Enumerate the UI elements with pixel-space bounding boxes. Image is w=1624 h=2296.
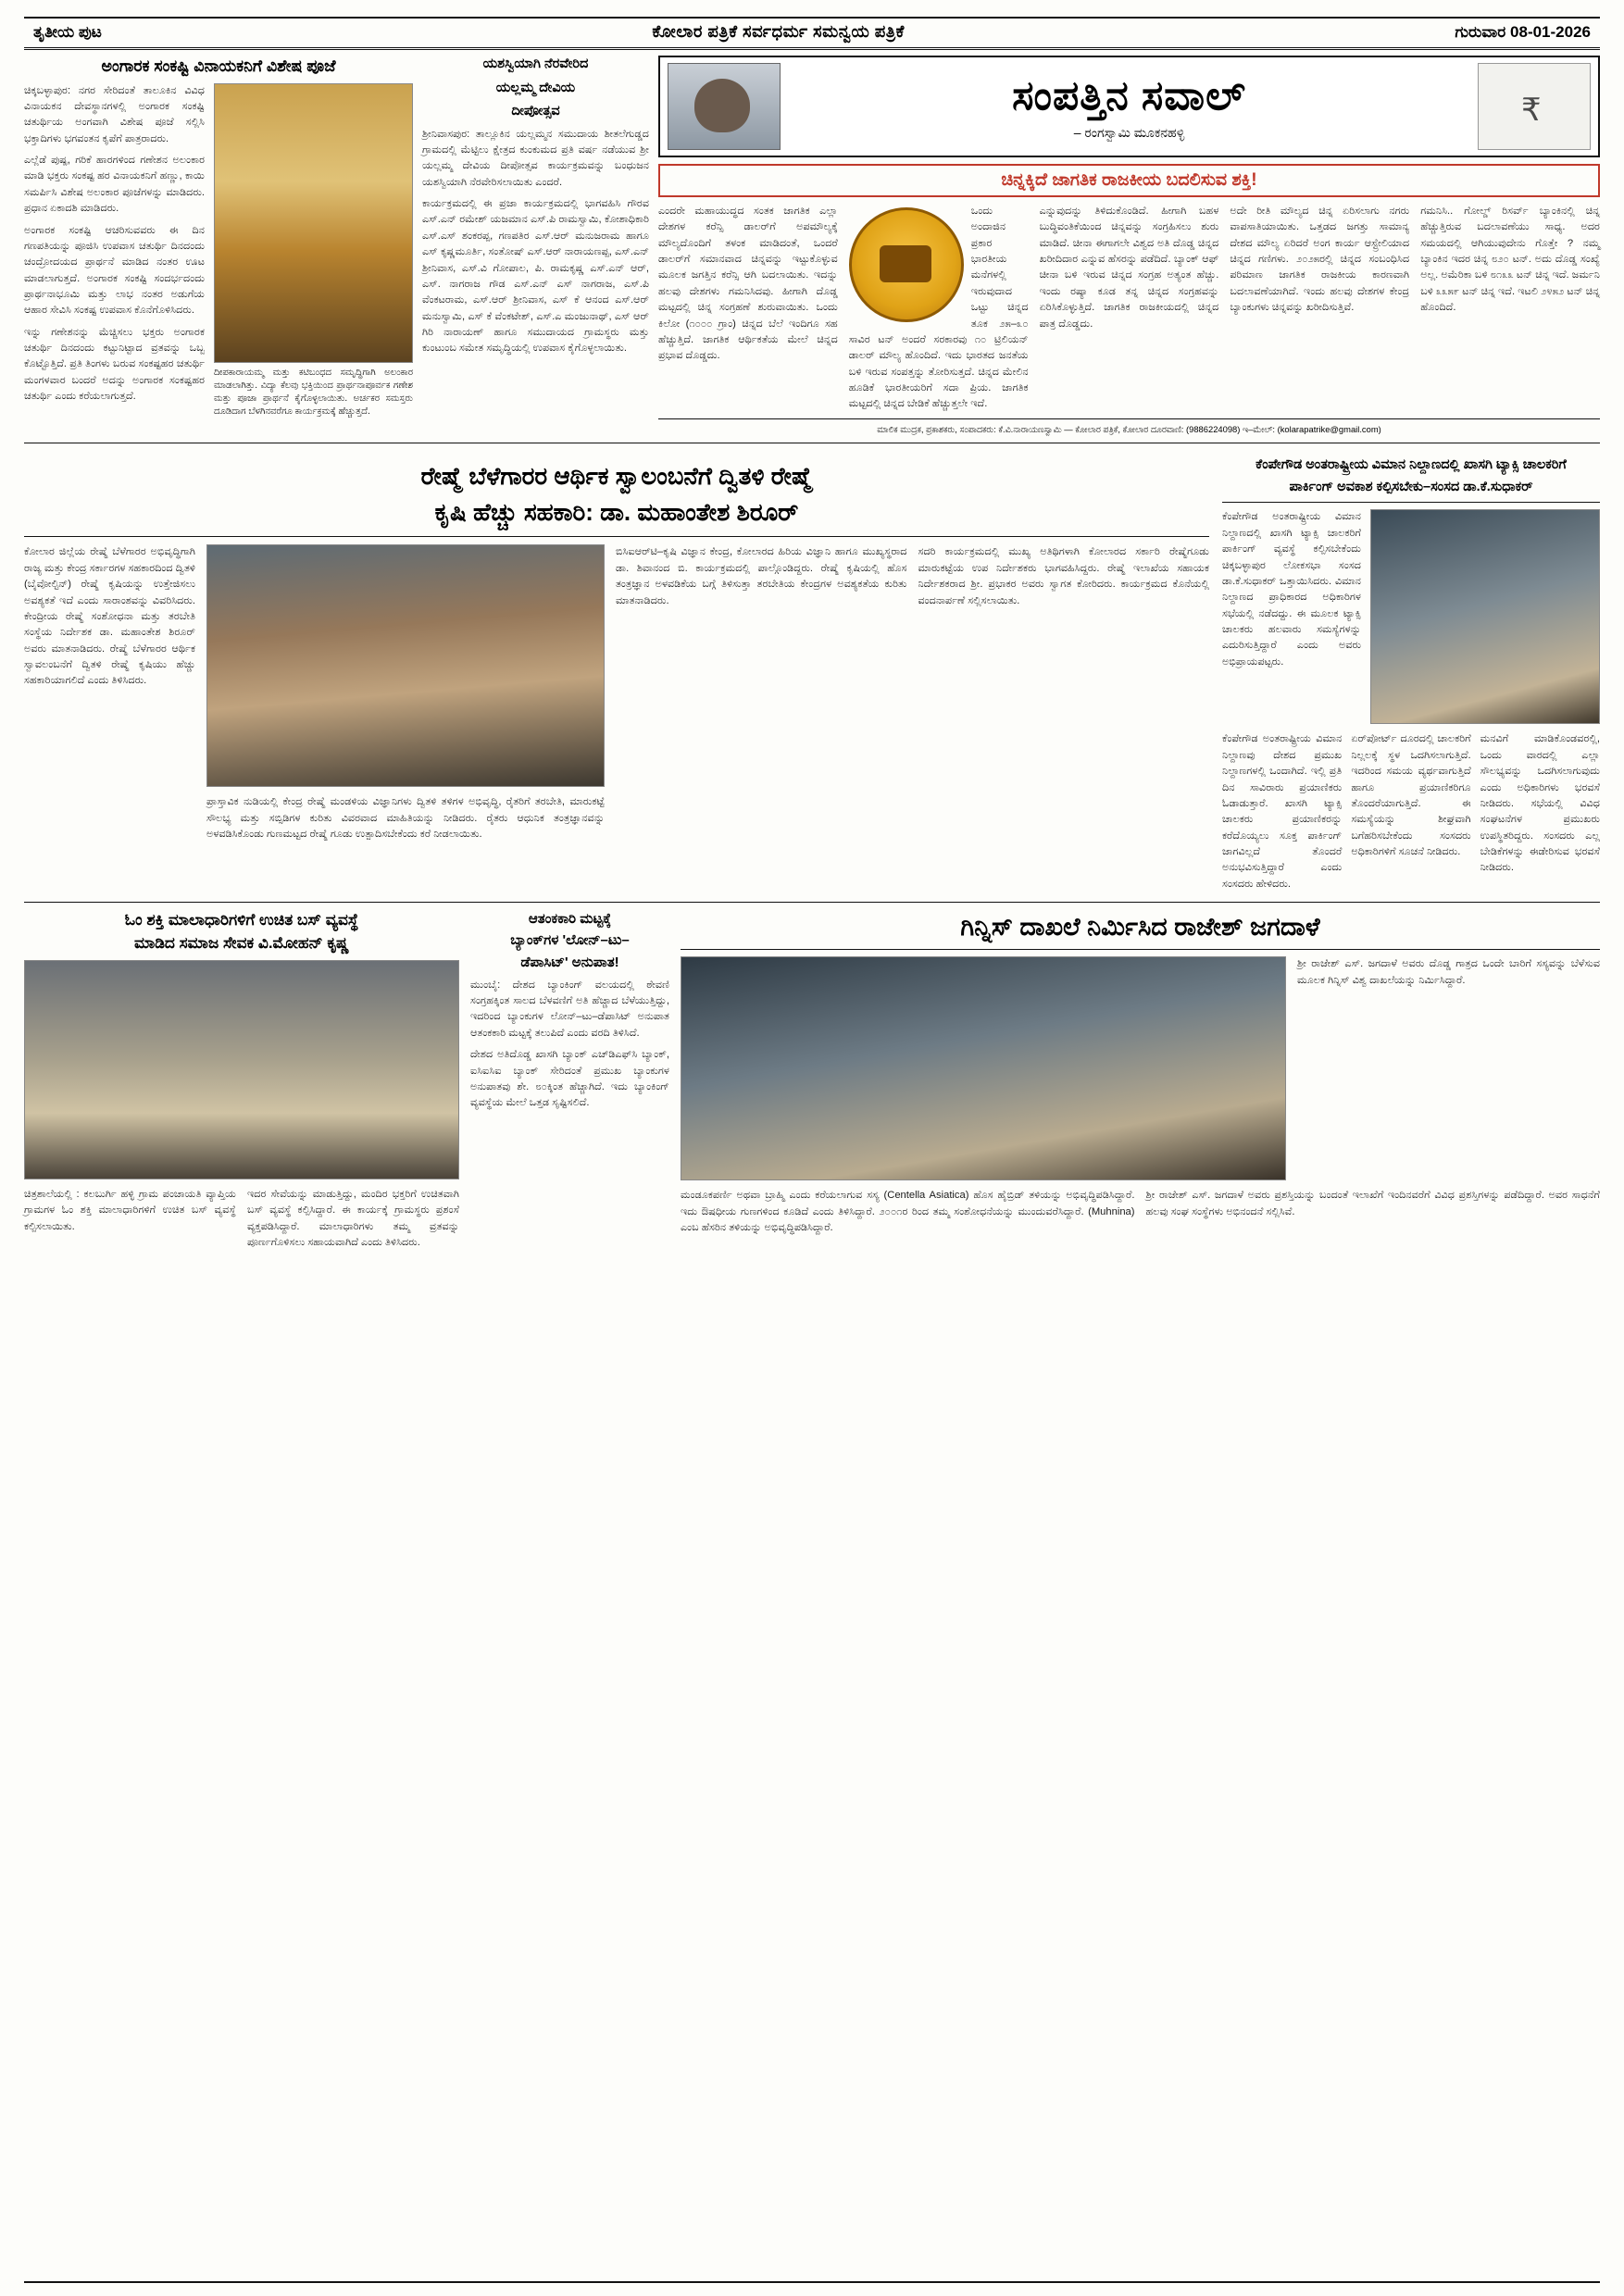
saval-col-5: ಗಮನಿಸಿ.. ಗೋಲ್ಡ್ ರಿಸರ್ವ್ ಬ್ಯಾಂಕಿನಲ್ಲಿ ಚಿನ್ನ ಹೆಚ್ಚುತ್ತಿರುವ ಬದಲಾವಣೆಯು ಸಾಧ್ಯ. ಅದರ ಸಮಯದಲ್ಲಿ ಆಗಿಯುವುದೇನು ಗೊತ್ತೇ ? ನಮ್ಮ ಬ್ಯಾಂಕಿನ ಇದರ ಚಿನ್ನ ೮೨೦ ಟನ್. ಅದು ದೊಡ್ಡ ಸಂಖ್ಯೆ ಅಲ್ಲ. ಅಮೆರಿಕಾ ಬಳಿ ೮೧೩೩ ಟನ್ ಚಿನ್ನ ಇದೆ. ಜರ್ಮನಿ ಬಳಿ ೩೩೫೯ ಟನ್ ಚಿನ್ನ ಇದೆ. ಇಟಲಿ ೨೪೫೨ ಟನ್ ಚಿನ್ನ ಹೊಂದಿದೆ. — [1420, 206, 1600, 314]
masthead-page-label: ತೃತೀಯ ಪುಟ — [33, 22, 102, 41]
article-ganesha-p4: ಇನ್ನು ಗಣೇಶನನ್ನು ಮೆಚ್ಚಿಸಲು ಭಕ್ತರು ಅಂಗಾರಕ ಚತುರ್ಥಿ ದಿನದಂದು ಕಟ್ಟುನಿಟ್ಟಾದ ವ್ರತವನ್ನು ಒಬ್ಬ ಕೊಟ್ಟೊತ್ತಿದೆ. ಪ್ರತಿ ತಿಂಗಳು ಬರುವ ಸಂಕಷ್ಟಹರ ಚತುರ್ಥಿ ಮಂಗಳವಾರ ಬಂದರೆ ಅದನ್ನು ಅಂಗಾರಕ ಸಂಕಷ್ಟಹರ ಚತುರ್ಥಿ ಎಂದು ಕರೆಯಲಾಗುತ್ತದೆ. — [24, 326, 205, 403]
photo-guinness-felicitation — [681, 956, 1286, 1180]
photo-silk-lamp-lighting — [206, 544, 605, 787]
article-silk-title-2: ಕೃಷಿ ಹೆಚ್ಚು ಸಹಕಾರಿ: ಡಾ. ಮಹಾಂತೇಶ ಶಿರೂರ್ — [434, 498, 799, 527]
divider-silk — [24, 536, 1209, 537]
photo-bus-devotees — [24, 960, 459, 1179]
photo-ganesha-idol — [214, 83, 413, 363]
article-airport-title-2: ಪಾರ್ಕಿಂಗ್ ಅವಕಾಶ ಕಲ್ಪಿಸಬೇಕು–ಸಂಸದ ಡಾ.ಕೆ.ಸುಧಾಕರ್ — [1289, 479, 1533, 494]
article-guinness-col-3: ಶ್ರೀ ರಾಜೇಶ್ ಎಸ್. ಜಗದಾಳೆ ಅವರು ಪ್ರಶಸ್ತಿಯನ್ನು ಬಂದಂತೆ ಇಲಾಖೆಗೆ ಇಂದಿನವರೆಗೆ ವಿವಿಧ ಪ್ರಶಸ್ತಿಗಳನ್ನು ಪಡೆದಿದ್ದಾರೆ. ಅವರ ಸಾಧನೆಗೆ ಹಲವು ಸಂಘ ಸಂಸ್ಥೆಗಳು ಅಭಿನಂದನೆ ಸಲ್ಲಿಸಿವೆ. — [1145, 1190, 1600, 1217]
article-silk-col-1: ಕೋಲಾರ ಜಿಲ್ಲೆಯ ರೇಷ್ಮೆ ಬೆಳೆಗಾರರ ಅಭಿವೃದ್ಧಿಗಾಗಿ ರಾಜ್ಯ ಮತ್ತು ಕೇಂದ್ರ ಸರ್ಕಾರಗಳ ಸಹಕಾರದಿಂದ ದ್ವಿತಳಿ (ಬೈವೋಲ್ಟಿನ್) ರೇಷ್ಮೆ ಕೃಷಿಯನ್ನು ಉತ್ತೇಜಿಸಲು ಅವಶ್ಯಕತೆ ಇದೆ ಎಂದು ಸಾರಾಂಶವನ್ನು ವಿವರಿಸಿದರು. ಕೇಂದ್ರೀಯ ರೇಷ್ಮೆ ಸಂಶೋಧನಾ ಮತ್ತು ತರಬೇತಿ ಸಂಸ್ಥೆಯ ನಿರ್ದೇಶಕ ಡಾ. ಮಹಾಂತೇಶ ಶಿರೂರ್ ಅವರು ಮಾತನಾಡಿದರು. ರೇಷ್ಮೆ ಬೆಳೆಗಾರರ ಆರ್ಥಿಕ ಸ್ವಾವಲಂಬನೆಗೆ ದ್ವಿತಳಿ ರೇಷ್ಮೆ ಕೃಷಿಯು ಹೆಚ್ಚು ಸಹಕಾರಿಯಾಗಲಿದೆ ಎಂದು ತಿಳಿಸಿದರು. — [24, 546, 195, 687]
article-yallamma-p2: ಕಾರ್ಯಕ್ರಮದಲ್ಲಿ ಈ ಪ್ರಜಾ ಕಾರ್ಯಕ್ರಮದಲ್ಲಿ ಭಾಗವಹಿಸಿ ಗೌರವ ಎಸ್.ಎನ್ ರಮೇಶ್ ಯಜಮಾನ ಎಸ್.ಪಿ ರಾಮಸ್ವಾಮಿ, ಕೋಶಾಧಿಕಾರಿ ಎಸ್.ಎಸ್ ಶಂಕರಪ್ಪ, ಗಣಪತಿರ ಎಸ್.ಆರ್ ಮನುಜರಾಮ ಹಾಗೂ ಎಸ್ ಕೃಷ್ಣಮೂರ್ತಿ, ಸಂತೋಷ್ ಎಸ್.ಆರ್ ನಾರಾಯಣಪ್ಪ, ಎಸ್.ಎನ್ ಶ್ರೀನಿವಾಸ, ಎಸ್.ವಿ ಗೋಪಾಲ, ಪಿ. ರಾಮಕೃಷ್ಣ ಎಸ್.ಎನ್ ಆರ್, ಎಸ್. ನಾಗರಾಜ ಗೌಡ ಎಸ್.ಎನ್ ಎಸ್ ನಾಗರಾಜ, ಎಸ್.ಪಿ ವೆಂಕಟರಾಮ, ಎಸ್.ಆರ್ ಶ್ರೀನಿವಾಸ, ಎಸ್ ಕೆ ಆನಂದ ಎಸ್.ಆರ್ ಮನುಸ್ವಾಮಿ, ಎಸ್ ಕೆ ವೆಂಕಟೇಶ್, ಎಸ್.ಎ ಮಂಜುನಾಥ್, ಎಸ್ ಆರ್ ಗಿರಿ ನಾರಾಯಣ್ ಹಾಗೂ ಸಮುದಾಯದ ಗ್ರಾಮಸ್ಥರು ಮತ್ತು ಕುಂಟುಂಬ ಸಮೇತ ಸಮೃದ್ಧಿಯಲ್ಲಿ ಉಪವಾಸ ಕೈಗೊಳ್ಳಲಾಯಿತು. — [422, 198, 649, 355]
masthead-day: ಗುರುವಾರ — [1455, 22, 1506, 41]
article-bus — [24, 910, 459, 1251]
page-bottom-rule — [24, 2281, 1600, 2283]
bottom-section — [24, 910, 1600, 1251]
gold-coin-logo-icon — [849, 207, 964, 322]
article-silk-col-3: ಬಿಸಿಐಆರ್‌ಟಿ–ಕೃಷಿ ವಿಜ್ಞಾನ ಕೇಂದ್ರ, ಕೋಲಾರದ ಹಿರಿಯ ವಿಜ್ಞಾನಿ ಹಾಗೂ ಮುಖ್ಯಸ್ಥರಾದ ಡಾ. ಶಿವಾನಂದ ಬಿ. ಕಾರ್ಯಕ್ರಮದಲ್ಲಿ ಪಾಲ್ಗೊಂಡಿದ್ದರು. ರೇಷ್ಮೆ ಕೃಷಿಯಲ್ಲಿ ಹೊಸ ತಂತ್ರಜ್ಞಾನ ಅಳವಡಿಕೆಯ ಬಗ್ಗೆ ತಿಳಿಸುತ್ತಾ ತರಬೇತಿಯ ಕೇಂದ್ರಗಳ ಅವಶ್ಯಕತೆಯ ಕುರಿತು ಮಾತನಾಡಿದರು. — [616, 546, 907, 606]
article-silk-title-1: ರೇಷ್ಮೆ ಬೆಳೆಗಾರರ ಆರ್ಥಿಕ ಸ್ವಾಲಂಬನೆಗೆ ದ್ವಿತಳಿ ರೇಷ್ಮೆ — [420, 462, 813, 491]
article-bus-col-1: ಇದರ ಸೇವೆಯನ್ನು ಮಾಡುತ್ತಿದ್ದು, ಮಂದಿರ ಭಕ್ತರಿಗೆ ಉಚಿತವಾಗಿ ಬಸ್ ವ್ಯವಸ್ಥೆ ಕಲ್ಪಿಸಿದ್ದಾರೆ. ಈ ಕಾರ್ಯಕ್ಕೆ ಗ್ರಾಮಸ್ಥರು ಪ್ರಶಂಸೆ ವ್ಯಕ್ತಪಡಿಸಿದ್ದಾರೆ. ಮಾಲಾಧಾರಿಗಳು ತಮ್ಮ ವ್ರತವನ್ನು ಪೂರ್ಣಗೊಳಿಸಲು ಸಹಾಯವಾಗಿದೆ ಎಂದು ತಿಳಿಸಿದರು. — [247, 1188, 459, 1248]
saval-col-3: ಎನ್ನುವುದನ್ನು ತಿಳಿದುಕೊಂಡಿದೆ. ಹೀಗಾಗಿ ಬಹಳ ಬುದ್ಧಿವಂತಿಕೆಯಿಂದ ಚಿನ್ನವನ್ನು ಸಂಗ್ರಹಿಸಲು ಶುರು ಮಾಡಿದೆ. ಚೀನಾ ಈಗಾಗಲೇ ವಿಶ್ವದ ಅತಿ ದೊಡ್ಡ ಚಿನ್ನದ ಖರೀದಿದಾರ ಎನ್ನುವ ಹೆಸರನ್ನು ಪಡೆದಿದೆ. ಬ್ಯಾಂಕ್ ಆಫ್ ಚೀನಾ ಬಳಿ ಇರುವ ಚಿನ್ನದ ಸಂಗ್ರಹ ಅತ್ಯಂತ ಹೆಚ್ಚು. ಇಂದು ರಷ್ಯಾ ಕೂಡ ತನ್ನ ಚಿನ್ನದ ಸಂಗ್ರಹವನ್ನು ಏರಿಸಿಕೊಳ್ಳುತ್ತಿದೆ. ಜಾಗತಿಕ ರಾಜಕೀಯದಲ್ಲಿ ಚಿನ್ನದ ಪಾತ್ರ ದೊಡ್ಡದು. — [1039, 206, 1219, 330]
article-yallamma-title-2: ಯಲ್ಲಮ್ಮ ದೇವಿಯ — [495, 80, 576, 95]
article-yallamma — [422, 56, 649, 435]
saval-banner — [658, 56, 1600, 157]
publisher-footnote: ಮಾಲಿಕ ಮುದ್ರಕ, ಪ್ರಕಾಶಕರು, ಸಂಪಾದಕರು: ಕೆ.ವಿ.ನಾರಾಯಣಸ್ವಾಮಿ — ಕೋಲಾರ ಪತ್ರಿಕೆ, ಕೋಲಾರ ದೂರವಾಣಿ: (9886224098) ಇ–ಮೇಲ್: (kolarapatrike@gmail.com) — [658, 418, 1600, 436]
saval-col-4: ಅದೇ ರೀತಿ ಮೌಲ್ಯದ ಚಿನ್ನ ಏರಿಸಲಾಗು ನಗರು ವಾಪಸಾತಿಯಾಯಿತು. ಒತ್ತಡದ ಜಗತ್ತು ಸಾಮಾನ್ಯ ದೇಶದ ಮೌಲ್ಯ ಏರಿದರೆ ಅಂಗ ಕಾರ್ಯ ಆಸ್ಟ್ರೇಲಿಯಾದ ಚಿನ್ನದ ಗಣಿಗಳು. ೨೦೨೫ರಲ್ಲಿ ಚಿನ್ನದ ಸಂಬಂಧಿಸಿದ ಪರಿಮಾಣ ಜಾಗತಿಕ ರಾಜಕೀಯ ಕಾರಣವಾಗಿ ಬದಲಾವಣೆಯಾಗಿದೆ. ಇಂದು ಹಲವು ದೇಶಗಳ ಕೇಂದ್ರ ಬ್ಯಾಂಕುಗಳು ಚಿನ್ನವನ್ನು ಖರೀದಿಸುತ್ತಿವೆ. — [1230, 206, 1410, 314]
article-ganesha-title: ಅಂಗಾರಕ ಸಂಕಷ್ಟಿ ವಿನಾಯಕನಿಗೆ ವಿಶೇಷ ಪೂಜೆ — [101, 56, 336, 75]
article-ganesha-p2: ಎಲ್ಲೆಡೆ ಪುಷ್ಪ, ಗರಿಕೆ ಹಾರಗಳಿಂದ ಗಣೇಶನ ಅಲಂಕಾರ ಮಾಡಿ ಭಕ್ತರು ಸಂಕಷ್ಟ ಹರ ವಿನಾಯಕನಿಗೆ ಹಣ್ಣು, ಕಾಯಿ ಸಮರ್ಪಿಸಿ ವಿಶೇಷ ಅಲಂಕಾರ ಪೂಜೆಗಳನ್ನು ಮಾಡಿದರು. ಪ್ರಧಾನ ಏಕಾದಶಿ ಮಾಡಿದರು. — [24, 155, 205, 215]
article-yallamma-title-3: ದೀಪೋತ್ಸವ — [511, 104, 560, 119]
masthead-date — [1455, 23, 1591, 42]
money-plant-icon — [1478, 63, 1591, 150]
photo-airport-meeting — [1370, 509, 1600, 724]
article-yallamma-p1: ಶ್ರೀನಿವಾಸಪುರ: ತಾಲ್ಲೂಕಿನ ಯಲ್ಲಮ್ಮನ ಸಮುದಾಯ ಶೀತಲೆಗುಡ್ಡದ ಗ್ರಾಮದಲ್ಲಿ ಮೆಟ್ಟಿಲು ಕ್ಷೇತ್ರದ ಕುಂಕುಮದ ಪ್ರತಿ ವರ್ಷ ನಡೆಯುವ ಶ್ರೀ ಯಲ್ಲಮ್ಮ ದೇವಿಯ ದೀಪೋತ್ಸವ ಕಾರ್ಯಕ್ರಮವನ್ನು ಬಂಧುಜನ ಯಶಸ್ವಿಯಾಗಿ ನೆರವೇರಿಸಲಾಯಿತು ಎಂದರೆ. — [422, 128, 649, 188]
saval-banner-title-wrap — [793, 73, 1465, 141]
top-section — [24, 56, 1600, 435]
article-bank-title-2: ಬ್ಯಾಂಕ್‌ಗಳ 'ಲೋನ್–ಟು– — [510, 932, 630, 949]
article-guinness-col-2: ಮಂಡೂಕಪರ್ಣಿ ಅಥವಾ ಬ್ರಾಹ್ಮಿ ಎಂದು ಕರೆಯಲಾಗುವ ಸಸ್ಯ (Centella Asiatica) ಹೊಸ ಹೈಬ್ರಿಡ್ ತಳಿಯನ್ನು ಅಭಿವೃದ್ಧಿಪಡಿಸಿದ್ದಾರೆ. ಇದು ಔಷಧೀಯ ಗುಣಗಳಿಂದ ಕೂಡಿದೆ ಎಂದು ತಿಳಿಸಿದ್ದಾರೆ. ೨೦೦೧ರ ರಿಂದ ತಮ್ಮ ಸಂಶೋಧನೆಯನ್ನು ಮುಂದುವರೆಸಿದ್ದಾರೆ. (Muhnina) ಎಂಬ ಹೆಸರಿನ ತಳಿಯನ್ನು ಅಭಿವೃದ್ಧಿಪಡಿಸಿದ್ದಾರೆ. — [681, 1190, 1135, 1234]
article-airport — [1222, 451, 1600, 892]
saval-title: ಸಂಪತ್ತಿನ ಸವಾಲ್ — [1012, 72, 1246, 119]
article-guinness-col-1: ಶ್ರೀ ರಾಜೇಶ್ ಎಸ್. ಜಗದಾಳೆ ಅವರು ದೊಡ್ಡ ಗಾತ್ರದ ಒಂದೇ ಬಾರಿಗೆ ಸಸ್ಯವನ್ನು ಬೆಳೆಸುವ ಮೂಲಕ ಗಿನ್ನಿಸ್ ವಿಶ್ವ ದಾಖಲೆಯನ್ನು ನಿರ್ಮಿಸಿದ್ದಾರೆ. — [1297, 958, 1600, 986]
article-ganesha-p3: ಅಂಗಾರಕ ಸಂಕಷ್ಟಿ ಆಚರಿಸುವವರು ಈ ದಿನ ಗಣಪತಿಯನ್ನು ಪೂಜಿಸಿ ಉಪವಾಸ ಚತುರ್ಥಿ ದಿನದಂದು ಚಂದ್ರೋದಯದ ಪ್ರಾರ್ಥನೆ ಮಾಡಿದ ನಂತರ ಊಟ ಮಾಡಲಾಗುತ್ತದೆ. ಅಂಗಾರಕ ಸಂಕಷ್ಟಿ ಸಂದರ್ಭದಂದು ಪ್ರಾರ್ಥನಾಭೂಮಿ ಮತ್ತು ಲಾಭ ನಂತರ ಅಡುಗೆಯ ಆಹಾರ ಸೇವಿಸಿ ಸಂಕಷ್ಟ ಉಪವಾಸ ಕೊನೆಗೊಳಿಸಿದರು. — [24, 224, 205, 317]
article-silk-col-2: ಪ್ರಾಸ್ತಾವಿಕ ನುಡಿಯಲ್ಲಿ ಕೇಂದ್ರ ರೇಷ್ಮೆ ಮಂಡಳಿಯ ವಿಜ್ಞಾನಿಗಳು ದ್ವಿತಳಿ ತಳಿಗಳ ಅಭಿವೃದ್ಧಿ, ರೈತರಿಗೆ ತರಬೇತಿ, ಮಾರುಕಟ್ಟೆ ಸೌಲಭ್ಯ ಮತ್ತು ಸಬ್ಸಿಡಿಗಳ ಕುರಿತು ವಿವರವಾದ ಮಾಹಿತಿಯನ್ನು ನೀಡಿದರು. ರೈತರು ಆಧುನಿಕ ತಂತ್ರಜ್ಞಾನವನ್ನು ಅಳವಡಿಸಿಕೊಂಡು ಗುಣಮಟ್ಟದ ರೇಷ್ಮೆ ಗೂಡು ಉತ್ಪಾದಿಸಬೇಕೆಂದು ಕರೆ ನೀಡಲಾಯಿತು. — [206, 796, 605, 841]
article-airport-title-1: ಕೆಂಪೇಗೌಡ ಅಂತರಾಷ್ಟ್ರೀಯ ವಿಮಾನ ನಿಲ್ದಾಣದಲ್ಲಿ ಖಾಸಗಿ ಟ್ಯಾಕ್ಸಿ ಚಾಲಕರಿಗೆ — [1255, 457, 1567, 473]
article-guinness-title: ಗಿನ್ನಿಸ್ ದಾಖಲೆ ನಿರ್ಮಿಸಿದ ರಾಜೇಶ್ ಜಗದಾಳೆ — [960, 913, 1320, 942]
saval-author: – ರಂಗಸ್ವಾಮಿ ಮೂಕನಹಳ್ಳಿ — [1073, 124, 1185, 140]
masthead-date-value: 08-01-2026 — [1510, 22, 1591, 41]
photo-ganesha-caption: ದೀಪಕಾರಾಯಮ್ಮ ಮತ್ತು ಕಟಿಬಂಧದ ಸಮೃದ್ಧಿಗಾಗಿ ಅಲಂಕಾರ ಮಾಡಲಾಗಿತ್ತು. ವಿದ್ಯಾ ಕೆಲವು ಭಕ್ತಿಯಿಂದ ಪ್ರಾರ್ಥನಾಪೂರ್ವಕ ಗಣೇಶ ಮತ್ತು ಪೂಜಾ ಪ್ರಾರ್ಥನೆ ಕೈಗೊಳ್ಳಲಾಯಿತು. ಅರ್ಚಕರ ಸಮಸ್ತರು ದೂಡಿದಾಗ ಬೆಳಗಿನವರೆಗೂ ಕಾರ್ಯಕ್ರಮಕ್ಕೆ ಹೆಚ್ಚುತ್ತದೆ. — [214, 367, 413, 417]
article-bank-col-1: ಮುಂಬೈ: ದೇಶದ ಬ್ಯಾಂಕಿಂಗ್ ವಲಯದಲ್ಲಿ ಠೇವಣಿ ಸಂಗ್ರಹಕ್ಕಿಂತ ಸಾಲದ ಬೆಳವಣಿಗೆ ಅತಿ ಹೆಚ್ಚಾದ ಬೆಳೆಯುತ್ತಿದ್ದು, ಇದರಿಂದ ಬ್ಯಾಂಕುಗಳ ಲೋನ್–ಟು–ಡೆಪಾಸಿಟ್ ಅನುಪಾತ ಆತಂಕಕಾರಿ ಮಟ್ಟಕ್ಕೆ ತಲುಪಿದೆ ಎಂದು ವರದಿ ತಿಳಿಸಿದೆ. — [470, 979, 669, 1039]
article-bank-title-1: ಆತಂಕಕಾರಿ ಮಟ್ಟಕ್ಕೆ — [528, 911, 612, 928]
masthead-title: ಕೋಲಾರ ಪತ್ರಿಕೆ ಸರ್ವಧರ್ಮ ಸಮನ್ವಯ ಪತ್ರಿಕೆ — [652, 22, 905, 41]
divider-2 — [24, 902, 1600, 903]
article-airport-col-4: ಮನವಿಗೆ ಮಾಡಿಕೊಂಡವರಲ್ಲಿ, ಒಂದು ವಾರದಲ್ಲಿ ಎಲ್ಲಾ ಸೌಲಭ್ಯವನ್ನು ಒದಗಿಸಲಾಗುವುದು ಎಂದು ಅಧಿಕಾರಿಗಳು ಭರವಸೆ ನೀಡಿದರು. ಸಭೆಯಲ್ಲಿ ವಿವಿಧ ಸಂಘಟನೆಗಳ ಪ್ರಮುಖರು ಉಪಸ್ಥಿತರಿದ್ದರು. ಸಂಸದರು ಎಲ್ಲ ಬೇಡಿಕೆಗಳನ್ನು ಈಡೇರಿಸುವ ಭರವಸೆ ನೀಡಿದರು. — [1480, 733, 1600, 874]
masthead-bottom-rule — [24, 47, 1600, 50]
article-ganesha-p1: ಚಿಕ್ಕಬಳ್ಳಾಪುರ: ನಗರ ಸೇರಿದಂತೆ ತಾಲೂಕಿನ ವಿವಿಧ ವಿನಾಯಕನ ದೇವಸ್ಥಾನಗಳಲ್ಲಿ ಅಂಗಾರಕ ಸಂಕಷ್ಟಿ ಚತುರ್ಥಿಯ ಅಂಗವಾಗಿ ವಿಶೇಷ ಪೂಜೆ ಸಲ್ಲಿಸಿ ಭಕ್ತಾದಿಗಳು ಭಗವಂತನ ಕೃಪೆಗೆ ಪಾತ್ರರಾದರು. — [24, 84, 205, 144]
middle-section — [24, 451, 1600, 892]
saval-columns — [658, 204, 1600, 413]
article-airport-col-1: ಕೆಂಪೇಗೌಡ ಅಂತರಾಷ್ಟ್ರೀಯ ವಿಮಾನ ನಿಲ್ದಾಣದಲ್ಲಿ ಖಾಸಗಿ ಟ್ಯಾಕ್ಸಿ ಚಾಲಕರಿಗೆ ಪಾರ್ಕಿಂಗ್ ವ್ಯವಸ್ಥೆ ಕಲ್ಪಿಸಬೇಕೆಂದು ಚಿಕ್ಕಬಳ್ಳಾಪುರ ಲೋಕಸಭಾ ಸಂಸದ ಡಾ.ಕೆ.ಸುಧಾಕರ್ ಒತ್ತಾಯಿಸಿದರು. ವಿಮಾನ ನಿಲ್ದಾಣದ ಪ್ರಾಧಿಕಾರದ ಅಧಿಕಾರಿಗಳ ಸಭೆಯಲ್ಲಿ ನಡೆದದ್ದು. ಈ ಮೂಲಕ ಟ್ಯಾಕ್ಸಿ ಚಾಲಕರು ಹಲವಾರು ಸಮಸ್ಯೆಗಳನ್ನು ಎದುರಿಸುತ್ತಿದ್ದಾರೆ ಎಂದು ಅವರು ಅಭಿಪ್ರಾಯಪಟ್ಟರು. — [1222, 511, 1361, 668]
article-bank-col-2: ದೇಶದ ಅತಿದೊಡ್ಡ ಖಾಸಗಿ ಬ್ಯಾಂಕ್ ಎಚ್‌ಡಿಎಫ್‌ಸಿ ಬ್ಯಾಂಕ್, ಐಸಿಐಸಿಐ ಬ್ಯಾಂಕ್ ಸೇರಿದಂತೆ ಪ್ರಮುಖ ಬ್ಯಾಂಕುಗಳ ಅನುಪಾತವು ಶೇ. ೮೦ಕ್ಕಿಂತ ಹೆಚ್ಚಾಗಿದೆ. ಇದು ಬ್ಯಾಂಕಿಂಗ್ ವ್ಯವಸ್ಥೆಯ ಮೇಲೆ ಒತ್ತಡ ಸೃಷ್ಟಿಸಲಿದೆ. — [470, 1049, 669, 1109]
divider-airport — [1222, 502, 1600, 503]
saval-col-2: ಒಂದು ಅಂದಾಜಿನ ಪ್ರಕಾರ ಭಾರತೀಯ ಮನೆಗಳಲ್ಲಿ ಇರುವುದಾದ ಒಟ್ಟು ಚಿನ್ನದ ತೂಕ ೨೫–೩೦ ಸಾವಿರ ಟನ್ ಅಂದರೆ ಸರಕಾರವು ೧೦ ಟ್ರಿಲಿಯನ್ ಡಾಲರ್ ಮೌಲ್ಯ ಹೊಂದಿದೆ. ಇದು ಭಾರತದ ಜನತೆಯ ಬಳಿ ಇರುವ ಸಂಪತ್ತನ್ನು ತೋರಿಸುತ್ತದೆ. ಚಿನ್ನದ ಮೇಲಿನ ಹೂಡಿಕೆ ಭಾರತೀಯರಿಗೆ ಸದಾ ಪ್ರಿಯ. ಜಾಗತಿಕ ಮಟ್ಟದಲ್ಲಿ ಚಿನ್ನದ ಬೇಡಿಕೆ ಹೆಚ್ಚುತ್ತಲೇ ಇದೆ. — [848, 206, 1029, 410]
article-bank — [470, 910, 669, 1251]
article-yallamma-title-1: ಯಶಸ್ವಿಯಾಗಿ ನೆರವೇರಿದ — [482, 56, 589, 71]
article-silk-body — [24, 544, 1209, 842]
article-bus-title-2: ಮಾಡಿದ ಸಮಾಜ ಸೇವಕ ವಿ.ಮೋಹನ್ ಕೃಷ್ಣ — [134, 933, 349, 952]
author-portrait — [668, 63, 781, 150]
column-sampattina-saval — [658, 56, 1600, 435]
article-airport-col-3: ಏರ್‌ಪೋರ್ಟ್ ದೂರದಲ್ಲಿ ಚಾಲಕರಿಗೆ ನಿಲ್ಲಲಕ್ಕೆ ಸ್ಥಳ ಒದಗಿಸಲಾಗುತ್ತಿದೆ. ಇದರಿಂದ ಸಮಯ ವ್ಯರ್ಥವಾಗುತ್ತಿದೆ ಹಾಗೂ ಪ್ರಯಾಣಿಕರಿಗೂ ತೊಂದರೆಯಾಗುತ್ತಿದೆ. ಈ ಸಮಸ್ಯೆಯನ್ನು ಶೀಘ್ರವಾಗಿ ಬಗೆಹರಿಸಬೇಕೆಂದು ಸಂಸದರು ಅಧಿಕಾರಿಗಳಿಗೆ ಸೂಚನೆ ನೀಡಿದರು. — [1351, 733, 1471, 857]
article-airport-col-2: ಕೆಂಪೇಗೌಡ ಅಂತರಾಷ್ಟ್ರೀಯ ವಿಮಾನ ನಿಲ್ದಾಣವು ದೇಶದ ಪ್ರಮುಖ ನಿಲ್ದಾಣಗಳಲ್ಲಿ ಒಂದಾಗಿದೆ. ಇಲ್ಲಿ ಪ್ರತಿ ದಿನ ಸಾವಿರಾರು ಪ್ರಯಾಣಿಕರು ಓಡಾಡುತ್ತಾರೆ. ಖಾಸಗಿ ಟ್ಯಾಕ್ಸಿ ಚಾಲಕರು ಪ್ರಯಾಣಿಕರನ್ನು ಕರೆದೊಯ್ಯಲು ಸೂಕ್ತ ಪಾರ್ಕಿಂಗ್ ಜಾಗವಿಲ್ಲದೆ ತೊಂದರೆ ಅನುಭವಿಸುತ್ತಿದ್ದಾರೆ ಎಂದು ಸಂಸದರು ಹೇಳಿದರು. — [1222, 733, 1343, 890]
saval-strap-headline: ಚಿನ್ನಕ್ಕಿದೆ ಜಾಗತಿಕ ರಾಜಕೀಯ ಬದಲಿಸುವ ಶಕ್ತಿ! — [658, 164, 1600, 197]
masthead — [24, 19, 1600, 47]
article-bank-title-3: ಡೆಪಾಸಿಟ್' ಅನುಪಾತ! — [520, 954, 619, 970]
article-bus-caption: ಚಿತ್ರಶಾಲೆಯಲ್ಲಿ : ಕಲಬುರ್ಗಿ ಹಳ್ಳಿ ಗ್ರಾಮ ಪಂಚಾಯತಿ ವ್ಯಾಪ್ತಿಯ ಗ್ರಾಮಗಳ ಓಂ ಶಕ್ತಿ ಮಾಲಾಧಾರಿಗಳಿಗೆ ಉಚಿತ ಬಸ್ ವ್ಯವಸ್ಥೆ ಕಲ್ಪಿಸಲಾಯಿತು. — [24, 1188, 236, 1232]
article-ganesha — [24, 56, 413, 435]
divider-guinness — [681, 949, 1600, 950]
saval-col-1: ಎಂದರೇ ಮಹಾಯುದ್ಧದ ಸಂತಕ ಜಾಗತಿಕ ಎಲ್ಲಾ ದೇಶಗಳ ಕರೆನ್ಸಿ ಡಾಲರ್‌ಗೆ ಅಪಮೌಲ್ಯಕ್ಕೆ ಮೌಲ್ಯದೊಂದಿಗೆ ತಳಂಕ ಮಾಡಿದಂತೆ, ಒಂದರೆ ಡಾಲರ್‌ಗೆ ಸಮಾನವಾದ ಚಿನ್ನವನ್ನು ಇಟ್ಟುಕೊಳ್ಳುವ ಮೂಲಕ ಜಗತ್ತಿನ ಕರೆನ್ಸಿ ಆಗಿ ಬದಲಾಯಿತು. ಇದನ್ನು ಹಲವು ದೇಶಗಳು ಗಮನಿಸಿದವು. ಹೀಗಾಗಿ ದೊಡ್ಡ ಮಟ್ಟದಲ್ಲಿ ಚಿನ್ನ ಸಂಗ್ರಹಣೆ ಶುರುವಾಯಿತು. ಒಂದು ಕಿಲೋ (೧೦೦೦ ಗ್ರಾಂ) ಚಿನ್ನದ ಬೆಲೆ ಇಂದಿಗೂ ಸಹ ಹೆಚ್ಚುತ್ತಿದೆ. ಜಾಗತಿಕ ಆರ್ಥಿಕತೆಯ ಮೇಲೆ ಚಿನ್ನದ ಪ್ರಭಾವ ದೊಡ್ಡದು. — [658, 206, 838, 362]
article-guinness — [681, 910, 1600, 1251]
article-silk-col-4: ಸದರಿ ಕಾರ್ಯಕ್ರಮದಲ್ಲಿ ಮುಖ್ಯ ಅತಿಥಿಗಳಾಗಿ ಕೋಲಾರದ ಸರ್ಕಾರಿ ರೇಷ್ಮೆಗೂಡು ಮಾರುಕಟ್ಟೆಯ ಉಪ ನಿರ್ದೇಶಕರು ಭಾಗವಹಿಸಿದ್ದರು. ರೇಷ್ಮೆ ಇಲಾಖೆಯ ಸಹಾಯಕ ನಿರ್ದೇಶಕರಾದ ಶ್ರೀ. ಪ್ರಭಾಕರ ಅವರು ಸ್ವಾಗತ ಕೋರಿದರು. ಕಾರ್ಯಕ್ರಮದ ಕೊನೆಯಲ್ಲಿ ವಂದನಾರ್ಪಣೆ ಸಲ್ಲಿಸಲಾಯಿತು. — [918, 546, 1209, 606]
article-silk — [24, 451, 1209, 892]
article-bus-title-1: ಓಂ ಶಕ್ತಿ ಮಾಲಾಧಾರಿಗಳಿಗೆ ಉಚಿತ ಬಸ್ ವ್ಯವಸ್ಥೆ — [124, 911, 359, 930]
